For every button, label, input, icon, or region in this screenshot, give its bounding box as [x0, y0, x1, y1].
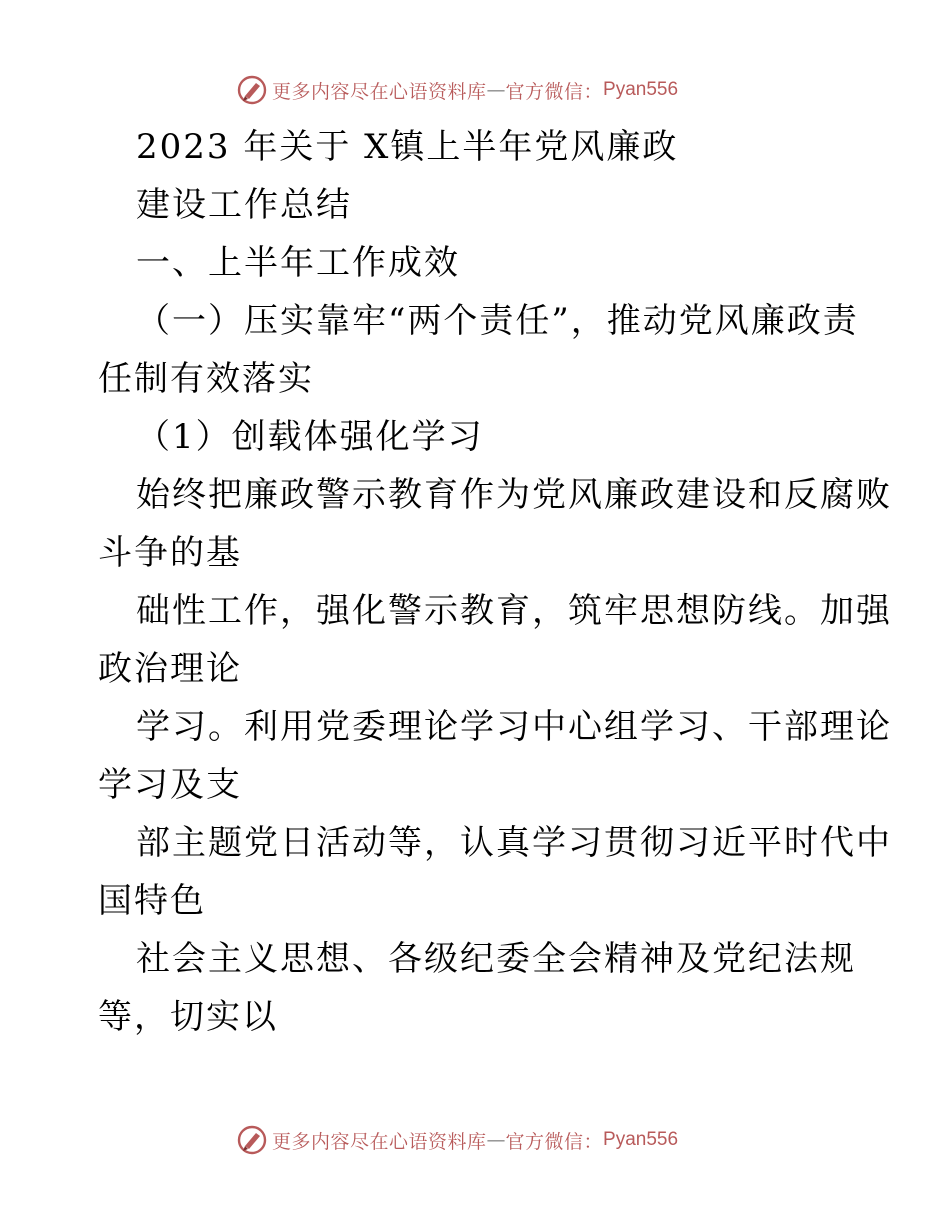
watermark-text: 更多内容尽在心语资料库 [272, 1130, 487, 1153]
item-heading: （1）创载体强化学习 [136, 417, 484, 457]
footer-watermark [236, 1122, 678, 1158]
body-line: 学习。利用党委理论学习中心组学习、干部理论 [136, 707, 892, 747]
body-line: 国特色 [98, 881, 206, 921]
fountain-pen-logo-icon [236, 1124, 268, 1156]
subsection-heading-line-2: 任制有效落实 [98, 359, 314, 399]
section-heading: 一、上半年工作成效 [136, 243, 460, 283]
body-line: 学习及支 [98, 765, 242, 805]
watermark-handle-label: 官方微信： [505, 80, 604, 103]
body-line: 础性工作，强化警示教育，筑牢思想防线。加强 [136, 591, 892, 631]
subsection-heading-line-1: （一）压实靠牢“两个责任”，推动党风廉政责 [136, 301, 859, 341]
body-line: 部主题党日活动等，认真学习贯彻习近平时代中 [136, 823, 892, 863]
document-title-line-2: 建设工作总结 [136, 185, 352, 225]
watermark-handle: Pyan556 [603, 1129, 679, 1150]
document-title-line-1: 2023 年关于 X镇上半年党风廉政 [136, 127, 679, 167]
watermark-separator: — [486, 1129, 506, 1151]
fountain-pen-logo-icon [236, 74, 268, 106]
watermark-handle: Pyan556 [603, 79, 679, 100]
watermark-text: 更多内容尽在心语资料库 [272, 80, 487, 103]
body-line: 等，切实以 [98, 997, 278, 1037]
body-line: 始终把廉政警示教育作为党风廉政建设和反腐败 [136, 475, 892, 515]
body-line: 政治理论 [98, 649, 242, 689]
body-line: 社会主义思想、各级纪委全会精神及党纪法规 [136, 939, 856, 979]
body-line: 斗争的基 [98, 533, 242, 573]
watermark-handle-label: 官方微信： [505, 1130, 604, 1153]
header-watermark [236, 72, 678, 108]
watermark-separator: — [486, 79, 506, 101]
document-body [98, 118, 892, 1046]
